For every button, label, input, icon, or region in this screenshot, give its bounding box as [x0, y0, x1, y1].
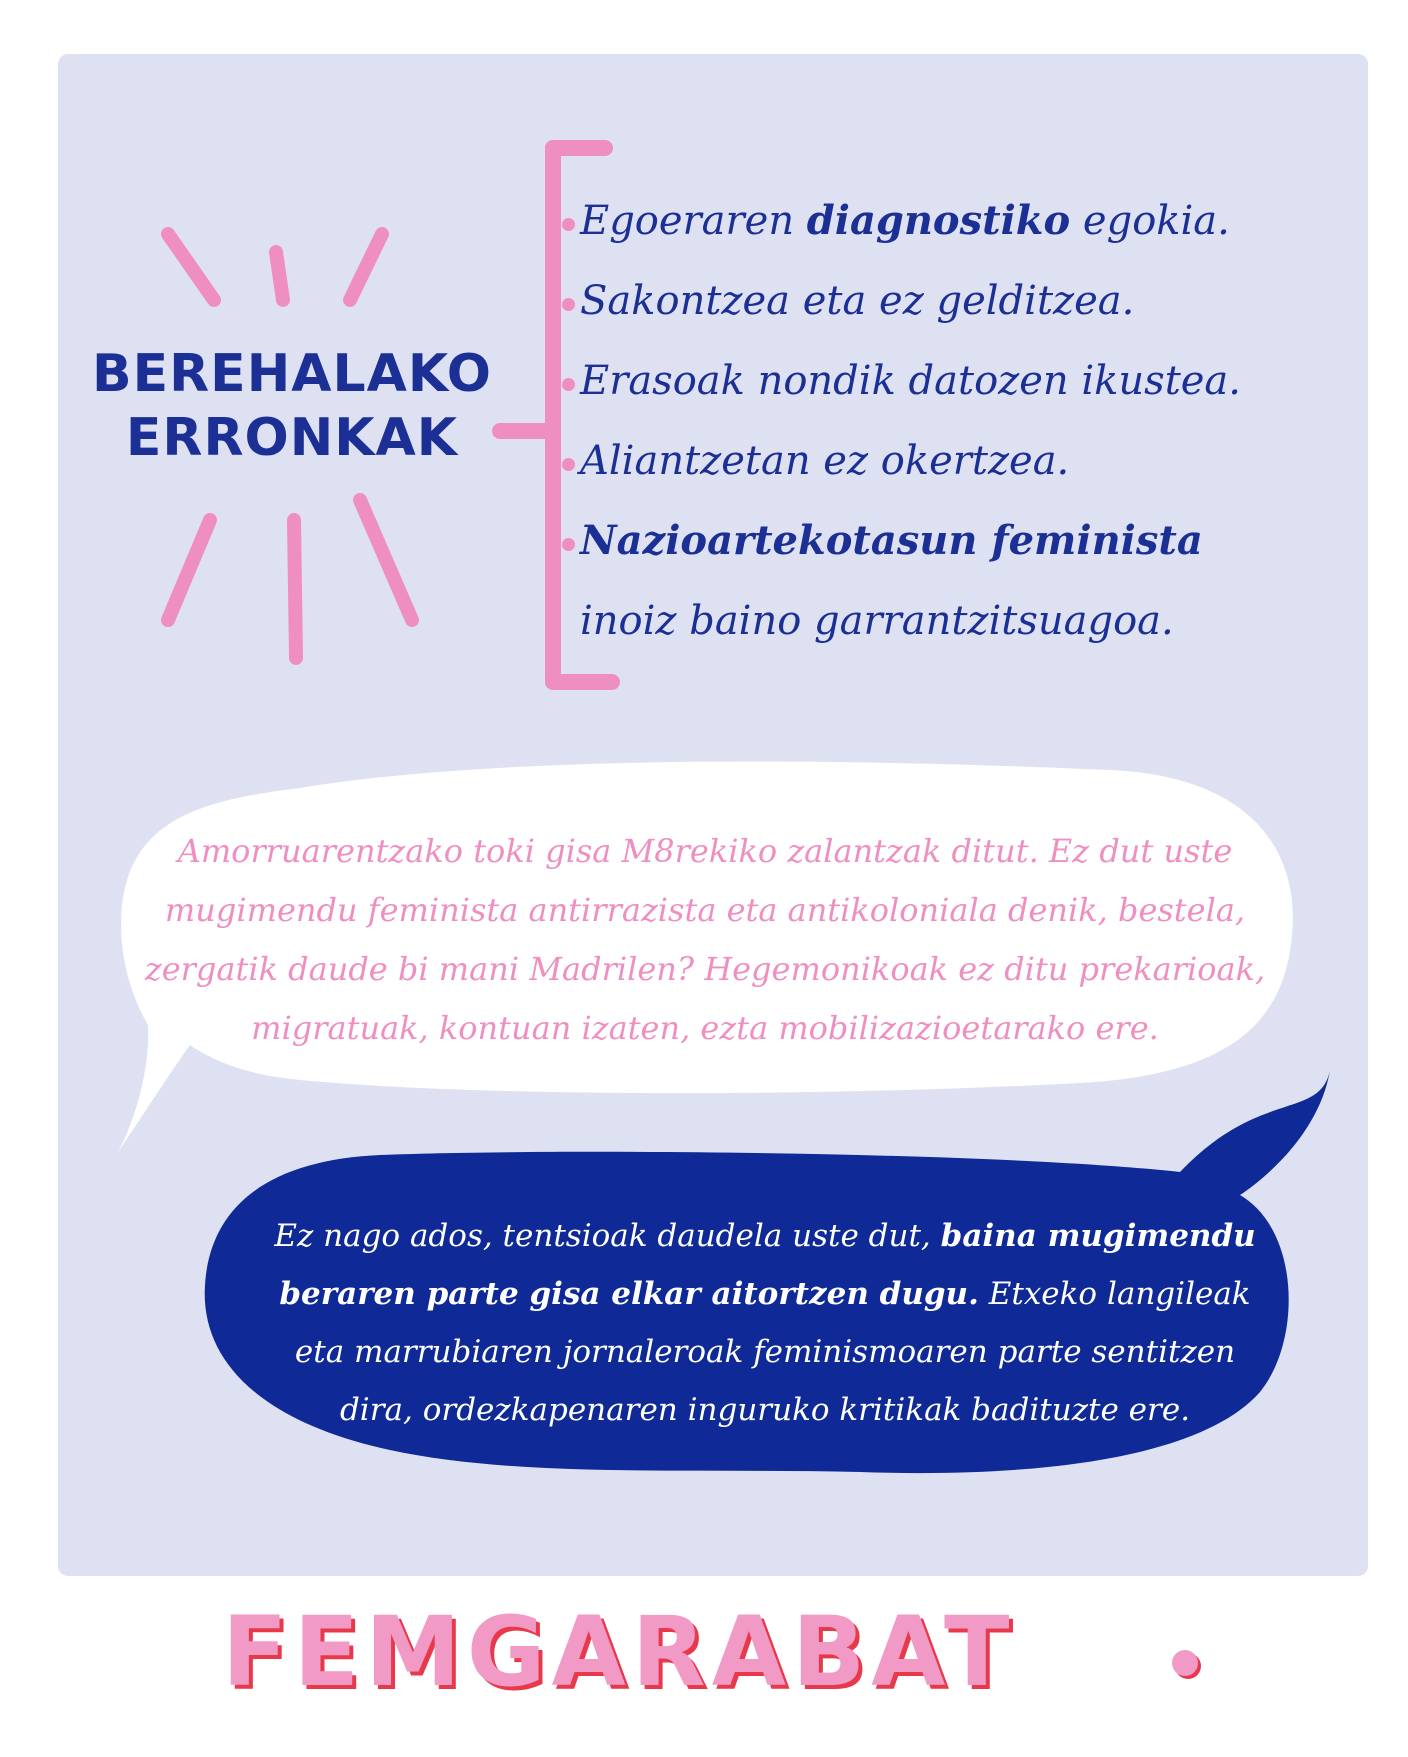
item-text-end: egokia. — [1070, 198, 1230, 244]
quote-line: dira, ordezkapenaren inguruko kritikak badituzte ere. — [339, 1392, 1191, 1428]
item-text: Sakontzea eta ez gelditzea. — [580, 278, 1135, 324]
quote-line: eta marrubiaren jornaleroak feminismoaren parte sentitzen — [294, 1334, 1236, 1370]
item-text: Erasoak nondik datozen ikustea. — [580, 358, 1241, 404]
item-text: Aliantzetan ez okertzea. — [580, 438, 1070, 484]
quote-line: Amorruarentzako toki gisa M8rekiko zalantzak ditut. Ez dut uste — [177, 832, 1233, 870]
logo-dot-icon — [1172, 1650, 1198, 1676]
item-emphasis: Nazioartekotasun feminista — [580, 517, 1203, 564]
quote-text: Etxeko langileak — [978, 1276, 1251, 1312]
quote-emphasis: beraren parte gisa elkar aitortzen dugu. — [279, 1276, 979, 1312]
item-text: inoiz baino garrantzitsuagoa. — [580, 598, 1174, 644]
quote-white-bubble — [140, 822, 1270, 1058]
brand-logo: FEMGARABAT — [222, 1596, 1016, 1708]
title-line-1: BEREHALAKO — [91, 344, 493, 404]
quote-line: mugimendu feminista antirrazista eta antikoloniala denik, bestela, — [164, 891, 1246, 929]
quote-line: zergatik daude bi mani Madrilen? Hegemonikoak ez ditu prekarioak, — [144, 950, 1266, 988]
quote-emphasis: baina mugimendu — [940, 1218, 1256, 1254]
quote-line — [235, 1207, 1295, 1265]
item-emphasis: diagnostiko — [806, 197, 1071, 244]
item-text: Egoeraren — [580, 198, 807, 244]
quote-line: migratuak, kontuan izaten, ezta mobilizazioetarako ere. — [251, 1009, 1159, 1047]
quote-line — [235, 1265, 1295, 1323]
quote-navy-bubble — [235, 1207, 1295, 1439]
title-line-2: ERRONKAK — [125, 408, 459, 468]
quote-text: Ez nago ados, tentsioak daudela uste dut, — [274, 1218, 941, 1254]
